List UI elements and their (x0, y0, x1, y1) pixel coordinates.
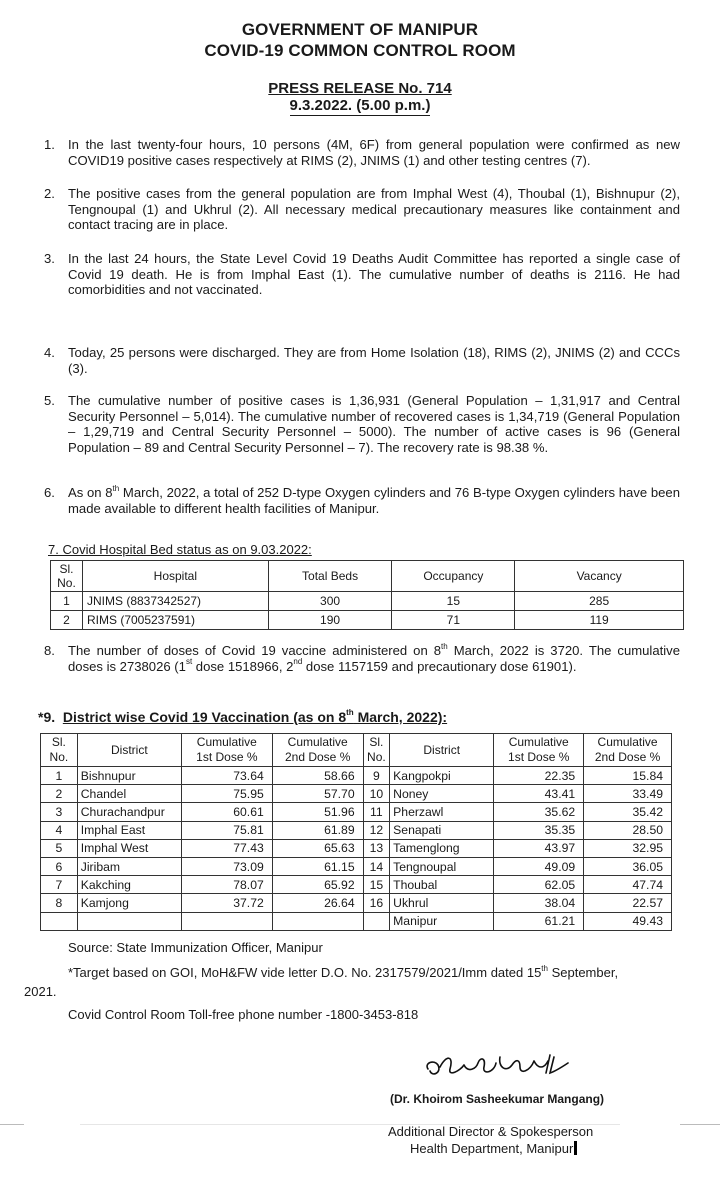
cell-hospital: RIMS (7005237591) (82, 611, 268, 630)
tollfree-number: Covid Control Room Toll-free phone number -1800-3453-818 (68, 1007, 419, 1022)
cell-first-dose: 60.61 (181, 803, 272, 821)
cell-slno: 13 (363, 839, 390, 857)
cell-second-dose: 65.92 (272, 876, 363, 894)
cell-district: Thoubal (390, 876, 494, 894)
col-header-first-dose: Cumulative 1st Dose % (181, 734, 272, 767)
divider-left (0, 1124, 24, 1125)
cell-slno: 4 (41, 821, 78, 839)
cell-first-dose: 75.95 (181, 785, 272, 803)
cell-slno: 5 (41, 839, 78, 857)
cell-second-dose: 28.50 (584, 821, 672, 839)
cell-slno: 1 (41, 767, 78, 785)
cell-second-dose: 32.95 (584, 839, 672, 857)
government-title: GOVERNMENT OF MANIPUR (241, 20, 479, 39)
signature-image (420, 1047, 580, 1087)
cell-district: Tengnoupal (390, 857, 494, 875)
bed-status-title: 7. Covid Hospital Bed status as on 9.03.2022: (48, 542, 312, 557)
cell-first-dose: 73.09 (181, 857, 272, 875)
cell-second-dose: 51.96 (272, 803, 363, 821)
col-header-slno: Sl. No. (363, 734, 390, 767)
cell-slno: 2 (51, 611, 83, 630)
paragraph-5: 5. The cumulative number of positive cases is 1,36,931 (General Population – 1,31,917 and Central Security Personnel – 5,014). The cumulative number of recovered cases is 1,34,719 (General Population – 1,29,719 and Central Security Personnel – 5000). The number of active cases is 96 (General Population – 89 and Central Security Personnel – 7). The recovery rate is 98.38 %. (44, 393, 680, 455)
cell-slno (363, 912, 390, 930)
cell-district: Imphal West (77, 839, 181, 857)
cell-second-dose: 57.70 (272, 785, 363, 803)
col-header-occupancy: Occupancy (392, 561, 515, 592)
cell-slno (41, 912, 78, 930)
control-room-title: COVID-19 COMMON CONTROL ROOM (204, 41, 516, 60)
paragraph-8: 8. The number of doses of Covid 19 vaccine administered on 8th March, 2022 is 3720. The cumulative doses is 2738026 (1st dose 1518966, 2nd dose 1157159 and precautionary dose 61901). (44, 641, 680, 674)
cell-second-dose: 22.57 (584, 894, 672, 912)
col-header-district: District (390, 734, 494, 767)
press-release-number: PRESS RELEASE No. 714 (268, 80, 452, 97)
cell-first-dose: 61.21 (494, 912, 584, 930)
table-row (41, 821, 672, 839)
cell-district: Jiribam (77, 857, 181, 875)
table-header-row (41, 734, 672, 767)
table-row (41, 912, 672, 930)
cell-district: Bishnupur (77, 767, 181, 785)
cell-second-dose (272, 912, 363, 930)
cell-slno: 6 (41, 857, 78, 875)
cell-occupancy: 15 (392, 592, 515, 611)
cell-first-dose: 43.97 (494, 839, 584, 857)
cell-first-dose: 37.72 (181, 894, 272, 912)
cell-district (77, 912, 181, 930)
target-note: *Target based on GOI, MoH&FW vide letter D.O. No. 2317579/2021/Imm dated 15th September, (68, 963, 619, 980)
cell-vacancy: 285 (515, 592, 684, 611)
cell-second-dose: 15.84 (584, 767, 672, 785)
paragraph-3: 3. In the last 24 hours, the State Level Covid 19 Deaths Audit Committee has reported a single case of Covid 19 death. He is from Imphal East (1). The cumulative number of deaths is 2116. He had comorbidities and not vaccinated. (44, 251, 680, 297)
text-cursor (574, 1141, 577, 1155)
cell-first-dose: 38.04 (494, 894, 584, 912)
cell-first-dose: 77.43 (181, 839, 272, 857)
cell-second-dose: 26.64 (272, 894, 363, 912)
cell-first-dose: 78.07 (181, 876, 272, 894)
vaccination-title (38, 709, 447, 725)
cell-first-dose: 35.62 (494, 803, 584, 821)
cell-district: Kamjong (77, 894, 181, 912)
press-release-date: 9.3.2022. (5.00 p.m.) (289, 97, 431, 114)
bed-status-table (50, 560, 684, 630)
cell-first-dose: 22.35 (494, 767, 584, 785)
divider-right (680, 1124, 720, 1125)
cell-district: Senapati (390, 821, 494, 839)
col-header-vacancy: Vacancy (515, 561, 684, 592)
cell-district: Noney (390, 785, 494, 803)
cell-slno: 10 (363, 785, 390, 803)
col-header-second-dose: Cumulative 2nd Dose % (272, 734, 363, 767)
table-row (41, 839, 672, 857)
col-header-second-dose: Cumulative 2nd Dose % (584, 734, 672, 767)
cell-slno: 8 (41, 894, 78, 912)
cell-first-dose: 35.35 (494, 821, 584, 839)
cell-district: Churachandpur (77, 803, 181, 821)
vaccination-title-prefix: *9. (38, 709, 56, 725)
cell-total-beds: 300 (268, 592, 392, 611)
cell-first-dose: 43.41 (494, 785, 584, 803)
table-row (51, 611, 684, 630)
table-row (41, 857, 672, 875)
cell-slno: 11 (363, 803, 390, 821)
designation-line-1: Additional Director & Spokesperson (388, 1124, 594, 1139)
table-header-row (51, 561, 684, 592)
cell-district: Tamenglong (390, 839, 494, 857)
cell-slno: 2 (41, 785, 78, 803)
cell-first-dose: 62.05 (494, 876, 584, 894)
cell-second-dose: 49.43 (584, 912, 672, 930)
cell-district: Ukhrul (390, 894, 494, 912)
paragraph-1: 1. In the last twenty-four hours, 10 persons (4M, 6F) from general population were confirmed as new COVID19 positive cases respectively at RIMS (2), JNIMS (1) and other testing centres (7). (44, 137, 680, 168)
cell-second-dose: 33.49 (584, 785, 672, 803)
vaccination-table (40, 733, 672, 931)
cell-second-dose: 58.66 (272, 767, 363, 785)
cell-slno: 12 (363, 821, 390, 839)
cell-total-beds: 190 (268, 611, 392, 630)
cell-second-dose: 65.63 (272, 839, 363, 857)
cell-district: Kangpokpi (390, 767, 494, 785)
cell-first-dose: 73.64 (181, 767, 272, 785)
vaccination-title-text: District wise Covid 19 Vaccination (as on 8th March, 2022): (62, 708, 448, 725)
cell-hospital: JNIMS (8837342527) (82, 592, 268, 611)
cell-second-dose: 47.74 (584, 876, 672, 894)
paragraph-2: 2. The positive cases from the general population are from Imphal West (4), Thoubal (1), Bishnupur (2), Tengnoupal (1) and Ukhrul (2). All necessary medical precautionary measures like containment and contact tracing are in place. (44, 186, 680, 232)
cell-second-dose: 61.89 (272, 821, 363, 839)
cell-district: Pherzawl (390, 803, 494, 821)
cell-second-dose: 36.05 (584, 857, 672, 875)
cell-slno: 14 (363, 857, 390, 875)
col-header-district: District (77, 734, 181, 767)
cell-district: Imphal East (77, 821, 181, 839)
cell-vacancy: 119 (515, 611, 684, 630)
cell-district: Kakching (77, 876, 181, 894)
designation-line-2: Health Department, Manipur (410, 1141, 577, 1156)
col-header-hospital: Hospital (82, 561, 268, 592)
source-note: Source: State Immunization Officer, Manipur (68, 940, 323, 955)
paragraph-6: 6. As on 8th March, 2022, a total of 252 D-type Oxygen cylinders and 76 B-type Oxygen cylinders have been made available to different health facilities of Manipur. (44, 483, 680, 516)
cell-slno: 15 (363, 876, 390, 894)
cell-second-dose: 35.42 (584, 803, 672, 821)
paragraph-4: 4. Today, 25 persons were discharged. They are from Home Isolation (18), RIMS (2), JNIMS (2) and CCCs (3). (44, 345, 680, 376)
cell-slno: 16 (363, 894, 390, 912)
cell-first-dose (181, 912, 272, 930)
cell-slno: 9 (363, 767, 390, 785)
table-row (51, 592, 684, 611)
cell-first-dose: 49.09 (494, 857, 584, 875)
cell-slno: 1 (51, 592, 83, 611)
cell-slno: 7 (41, 876, 78, 894)
cell-occupancy: 71 (392, 611, 515, 630)
cell-slno: 3 (41, 803, 78, 821)
target-note-year: 2021. (24, 984, 57, 999)
col-header-first-dose: Cumulative 1st Dose % (494, 734, 584, 767)
table-row (41, 785, 672, 803)
table-row (41, 803, 672, 821)
signatory-name: (Dr. Khoirom Sasheekumar Mangang) (390, 1092, 605, 1106)
cell-district: Manipur (390, 912, 494, 930)
table-row (41, 767, 672, 785)
col-header-slno: Sl. No. (41, 734, 78, 767)
col-header-total-beds: Total Beds (268, 561, 392, 592)
cell-second-dose: 61.15 (272, 857, 363, 875)
table-row (41, 876, 672, 894)
table-row (41, 894, 672, 912)
cell-district: Chandel (77, 785, 181, 803)
col-header-slno: Sl. No. (51, 561, 83, 592)
cell-first-dose: 75.81 (181, 821, 272, 839)
